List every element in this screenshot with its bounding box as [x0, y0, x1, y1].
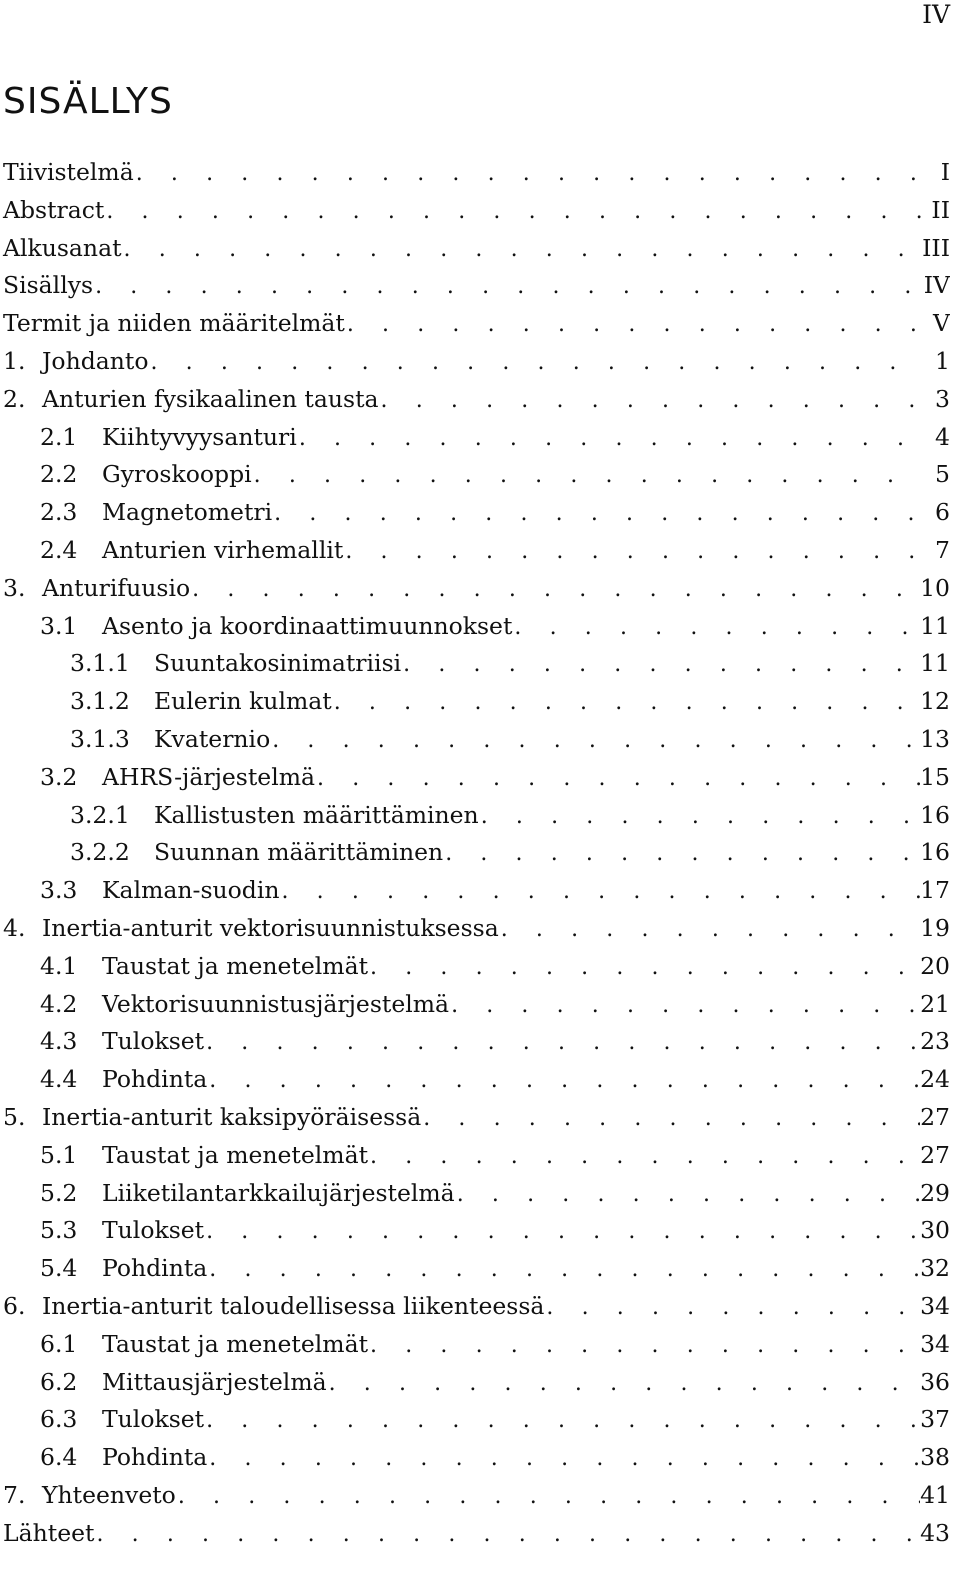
toc-entry-number: 6. — [3, 1291, 26, 1320]
toc-entry[interactable] — [0, 1137, 950, 1175]
toc-entry-page: 4 — [935, 422, 950, 451]
toc-entry-title: Lähteet — [3, 1518, 95, 1547]
toc-entry-number: 3.3 — [40, 876, 78, 905]
toc-dot-leader — [270, 722, 920, 759]
toc-entry-number: 3.1 — [40, 611, 78, 640]
toc-entry-page: II — [931, 195, 950, 224]
toc-entry-title: Tiivistelmä — [3, 158, 134, 186]
toc-dot-leader — [368, 949, 920, 986]
toc-entry[interactable] — [0, 910, 950, 948]
toc-entry[interactable] — [0, 1515, 950, 1553]
toc-entry-title: Pohdinta — [102, 1065, 208, 1094]
toc-entry-page: 36 — [920, 1367, 950, 1396]
toc-entry-title: Magnetometri — [102, 498, 273, 527]
toc-entry-number: 4.4 — [40, 1065, 78, 1094]
toc-dot-leader — [512, 609, 920, 646]
toc-entry-number: 3.2.2 — [70, 838, 130, 867]
toc-entry[interactable] — [0, 1364, 950, 1402]
toc-entry[interactable] — [0, 1250, 950, 1288]
toc-entry-page: 34 — [920, 1329, 950, 1358]
toc-entry[interactable] — [0, 1477, 950, 1515]
toc-dot-leader — [343, 533, 924, 570]
toc-entry-page: 21 — [920, 989, 950, 1018]
toc-dot-leader — [455, 1176, 920, 1213]
toc-dot-leader — [207, 1062, 920, 1099]
toc-entry-number: 2.2 — [40, 460, 78, 489]
toc-entry-title: Mittausjärjestelmä — [102, 1367, 327, 1396]
toc-entry-page: IV — [923, 271, 950, 300]
toc-entry-title: Johdanto — [42, 346, 149, 375]
toc-entry-title: Yhteenveto — [42, 1480, 176, 1509]
toc-entry[interactable] — [0, 759, 950, 797]
toc-entry-page: 15 — [920, 762, 950, 791]
toc-dot-leader — [379, 382, 924, 419]
toc-entry-page: 10 — [920, 573, 950, 602]
toc-entry-title: Pohdinta — [102, 1254, 208, 1283]
toc-title: SISÄLLYS — [3, 81, 173, 122]
toc-dot-leader — [93, 268, 924, 305]
toc-entry[interactable] — [0, 872, 950, 910]
toc-dot-leader — [297, 420, 924, 457]
toc-entry-page: 20 — [920, 951, 950, 980]
toc-entry-title: Liiketilantarkkailujärjestelmä — [102, 1178, 455, 1207]
toc-entry-title: Kalman-suodin — [102, 876, 280, 905]
toc-entry-number: 2.4 — [40, 535, 78, 564]
toc-entry[interactable] — [0, 192, 950, 230]
toc-entry-title: Alkusanat — [3, 233, 122, 262]
toc-dot-leader — [332, 684, 920, 721]
toc-entry[interactable] — [0, 1061, 950, 1099]
toc-entry-title: Sisällys — [3, 271, 94, 300]
toc-entry-page: 29 — [920, 1178, 950, 1207]
toc-entry[interactable] — [0, 1288, 950, 1326]
toc-entry-title: Tulokset — [102, 1027, 205, 1056]
toc-entry-title: Suunnan määrittäminen — [154, 838, 444, 867]
toc-entry-title: Anturien fysikaalinen tausta — [42, 384, 379, 413]
toc-dot-leader — [499, 911, 920, 948]
toc-entry-title: Taustat ja menetelmät — [102, 1140, 369, 1169]
toc-entry-title: Abstract — [3, 195, 105, 224]
toc-entry-page: 11 — [920, 611, 950, 640]
toc-entry-number: 5. — [3, 1102, 26, 1131]
toc-entry-page: 37 — [920, 1405, 950, 1434]
toc-dot-leader — [176, 1478, 920, 1515]
toc-entry[interactable] — [0, 305, 950, 343]
toc-entry-number: 7. — [3, 1480, 26, 1509]
toc-entry-number: 3.1.1 — [70, 649, 130, 678]
toc-entry-number: 5.4 — [40, 1254, 78, 1283]
toc-dot-leader — [190, 571, 920, 608]
toc-dot-leader — [544, 1289, 920, 1326]
toc-dot-leader — [204, 1213, 920, 1250]
toc-entry[interactable] — [0, 834, 950, 872]
toc-dot-leader — [204, 1024, 920, 1061]
toc-entry-number: 3. — [3, 573, 26, 602]
toc-entry-number: 2.3 — [40, 498, 78, 527]
toc-entry-page: I — [940, 158, 950, 186]
toc-dot-leader — [421, 1100, 920, 1137]
toc-entry-page: 41 — [920, 1480, 950, 1509]
toc-entry-number: 4. — [3, 913, 26, 942]
toc-entry-page: 24 — [920, 1065, 950, 1094]
toc-entry-title: Taustat ja menetelmät — [102, 1329, 369, 1358]
toc-entry-title: Kvaternio — [154, 724, 271, 753]
toc-entry-number: 6.4 — [40, 1443, 78, 1472]
toc-entry-page: 12 — [920, 687, 950, 716]
toc-entry-page: 11 — [920, 649, 950, 678]
toc-entry-page: 16 — [920, 800, 950, 829]
toc-entry-page: 17 — [920, 876, 950, 905]
toc-entry-page: 19 — [920, 913, 950, 942]
toc-entry[interactable] — [0, 230, 950, 268]
toc-entry[interactable] — [0, 570, 950, 608]
toc-entry[interactable] — [0, 1439, 950, 1477]
toc-dot-leader — [401, 646, 920, 683]
toc-entry-number: 6.2 — [40, 1367, 78, 1396]
toc-dot-leader — [449, 987, 920, 1024]
toc-dot-leader — [479, 798, 920, 835]
toc-entry-page: 5 — [935, 460, 950, 489]
toc-entry-title: Pohdinta — [102, 1443, 208, 1472]
toc-dot-leader — [207, 1440, 920, 1477]
toc-entry[interactable] — [0, 948, 950, 986]
toc-entry-title: Kallistusten määrittäminen — [154, 800, 479, 829]
toc-entry[interactable] — [0, 419, 950, 457]
toc-entry-page: 6 — [935, 498, 950, 527]
toc-entry-page: 7 — [935, 535, 950, 564]
toc-entry-title: Anturifuusio — [42, 573, 191, 602]
toc-entry-title: Eulerin kulmat — [154, 687, 332, 716]
toc-entry-page: 3 — [935, 384, 950, 413]
toc-entry[interactable] — [0, 1175, 950, 1213]
toc-entry[interactable] — [0, 721, 950, 759]
toc-entry-page: 30 — [920, 1216, 950, 1245]
toc-entry-title: Gyroskooppi — [102, 460, 252, 489]
toc-entry-page: 13 — [920, 724, 950, 753]
toc-entry-title: Inertia-anturit kaksipyöräisessä — [42, 1102, 422, 1131]
toc-entry-title: Inertia-anturit taloudellisessa liikenteessä — [42, 1291, 545, 1320]
toc-entry-page: 27 — [920, 1102, 950, 1131]
toc-entry[interactable] — [0, 267, 950, 305]
page-number: IV — [922, 0, 950, 29]
toc-dot-leader — [94, 1516, 920, 1553]
toc-dot-leader — [252, 457, 924, 494]
toc-list — [0, 154, 950, 1552]
toc-entry-number: 2.1 — [40, 422, 78, 451]
toc-entry-page: 27 — [920, 1140, 950, 1169]
toc-entry-page: V — [933, 309, 950, 338]
toc-entry-title: Kiihtyvyysanturi — [102, 422, 297, 451]
toc-entry-number: 2. — [3, 384, 26, 413]
toc-entry-title: Tulokset — [102, 1216, 205, 1245]
toc-dot-leader — [122, 231, 923, 268]
toc-entry-title: Termit ja niiden määritelmät — [3, 309, 345, 338]
toc-dot-leader — [148, 344, 924, 381]
toc-entry-number: 3.1.2 — [70, 687, 130, 716]
toc-entry[interactable] — [0, 1401, 950, 1439]
toc-entry-number: 3.2 — [40, 762, 78, 791]
toc-entry-title: Anturien virhemallit — [102, 535, 344, 564]
toc-dot-leader — [207, 1251, 920, 1288]
toc-entry-title: Inertia-anturit vektorisuunnistuksessa — [42, 913, 499, 942]
toc-entry[interactable] — [0, 797, 950, 835]
toc-dot-leader — [104, 193, 924, 230]
toc-entry[interactable] — [0, 608, 950, 646]
toc-entry-title: Taustat ja menetelmät — [102, 951, 369, 980]
toc-entry[interactable] — [0, 986, 950, 1024]
toc-entry-number: 6.3 — [40, 1405, 78, 1434]
toc-entry-number: 1. — [3, 346, 26, 375]
toc-entry[interactable] — [0, 645, 950, 683]
toc-dot-leader — [345, 306, 924, 343]
toc-entry-page: 34 — [920, 1291, 950, 1320]
toc-entry[interactable] — [0, 532, 950, 570]
toc-dot-leader — [280, 873, 921, 910]
toc-dot-leader — [368, 1327, 920, 1364]
toc-entry[interactable] — [0, 494, 950, 532]
toc-entry[interactable] — [0, 683, 950, 721]
toc-entry-page: 1 — [935, 346, 950, 375]
toc-dot-leader — [315, 760, 920, 797]
toc-dot-leader — [443, 835, 920, 872]
toc-entry-number: 5.3 — [40, 1216, 78, 1245]
toc-entry[interactable] — [0, 381, 950, 419]
toc-entry-number: 4.2 — [40, 989, 78, 1018]
toc-entry-page: III — [922, 233, 950, 262]
toc-dot-leader — [204, 1402, 920, 1439]
toc-entry-number: 5.2 — [40, 1178, 78, 1207]
toc-entry-number: 3.2.1 — [70, 800, 130, 829]
toc-entry[interactable] — [0, 1212, 950, 1250]
toc-entry[interactable] — [0, 154, 950, 192]
toc-entry[interactable] — [0, 456, 950, 494]
toc-entry-page: 43 — [920, 1518, 950, 1547]
toc-entry-title: Asento ja koordinaattimuunnokset — [102, 611, 513, 640]
toc-entry-page: 32 — [920, 1254, 950, 1283]
toc-entry[interactable] — [0, 1023, 950, 1061]
toc-entry-title: AHRS-järjestelmä — [102, 762, 316, 791]
toc-dot-leader — [327, 1365, 920, 1402]
toc-dot-leader — [134, 155, 924, 192]
toc-entry-number: 5.1 — [40, 1140, 78, 1169]
toc-entry-page: 16 — [920, 838, 950, 867]
toc-entry-number: 4.1 — [40, 951, 78, 980]
toc-entry-number: 4.3 — [40, 1027, 78, 1056]
toc-dot-leader — [272, 495, 924, 532]
toc-entry[interactable] — [0, 1326, 950, 1364]
toc-entry-number: 3.1.3 — [70, 724, 130, 753]
toc-entry-title: Suuntakosinimatriisi — [154, 649, 402, 678]
toc-entry[interactable] — [0, 1099, 950, 1137]
toc-entry-title: Vektorisuunnistusjärjestelmä — [102, 989, 450, 1018]
toc-entry-title: Tulokset — [102, 1405, 205, 1434]
toc-entry-page: 38 — [920, 1443, 950, 1472]
toc-entry-number: 6.1 — [40, 1329, 78, 1358]
toc-dot-leader — [368, 1138, 920, 1175]
toc-entry-page: 23 — [920, 1027, 950, 1056]
toc-entry[interactable] — [0, 343, 950, 381]
